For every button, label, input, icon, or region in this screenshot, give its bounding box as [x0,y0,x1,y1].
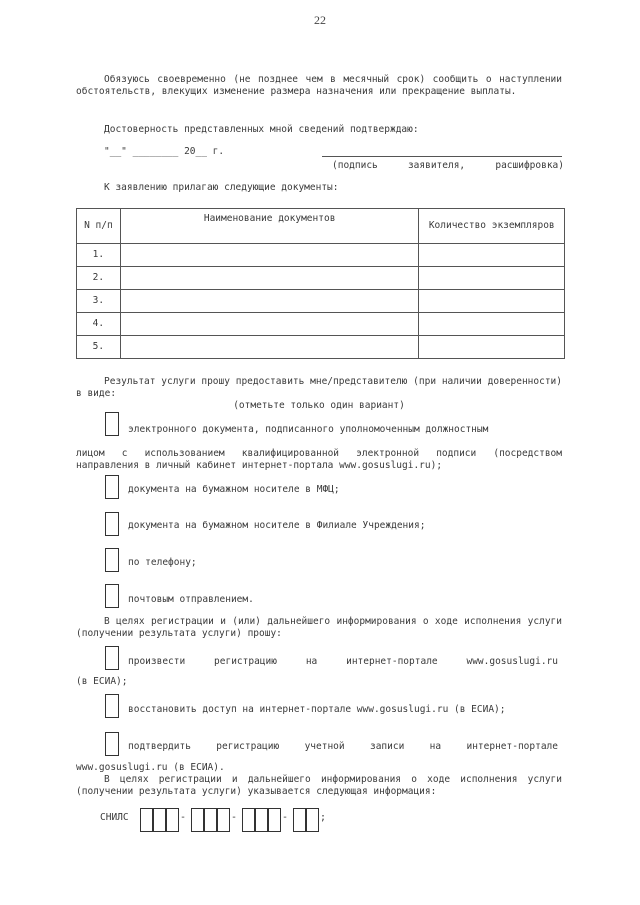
option-register-label-continued: (в ЕСИА); [76,676,128,687]
snils-label: СНИЛС [100,812,129,823]
row-number: 5. [77,336,121,359]
table-row [77,313,565,336]
documents-table [76,208,565,359]
snils-separator: - [180,812,187,823]
option-mail-checkbox[interactable] [105,584,119,608]
notice-paragraph: Обязуюсь своевременно (не позднее чем в месячный срок) сообщить о наступлении обстоятельств, влекущих изменение размера назначения или прекращение выплаты. [76,74,562,97]
row-quantity-cell[interactable] [419,313,565,336]
certify-text: Достоверность представленных мной сведений подтверждаю: [104,124,419,135]
option-electronic-checkbox[interactable] [105,412,119,436]
table-header-row [77,209,565,244]
option-register-label: произвести регистрацию на интернет-портале www.gosuslugi.ru [128,656,558,667]
signature-line[interactable] [322,156,562,157]
row-quantity-cell[interactable] [419,244,565,267]
result-intro: Результат услуги прошу предоставить мне/представителю (при наличии доверенности) в виде: [76,376,562,399]
table-row [77,336,565,359]
row-document-name-cell[interactable] [120,336,419,359]
option-mfc-checkbox[interactable] [105,475,119,499]
snils-digit-box[interactable] [217,808,230,832]
header-quantity: Количество экземпляров [419,209,565,244]
snils-separator: - [231,812,238,823]
page-number: 22 [314,13,326,27]
row-document-name-cell[interactable] [120,290,419,313]
header-number: N п/п [77,209,121,244]
row-document-name-cell[interactable] [120,244,419,267]
option-confirm-label: подтвердить регистрацию учетной записи на интернет-портале [128,741,558,752]
attachments-intro: К заявлению прилагаю следующие документы: [104,182,339,193]
row-number: 1. [77,244,121,267]
snils-digit-box[interactable] [268,808,281,832]
option-electronic-label: электронного документа, подписанного уполномоченным должностным [128,424,489,435]
snils-digit-box[interactable] [306,808,319,832]
option-restore-checkbox[interactable] [105,694,119,718]
option-confirm-label-continued: www.gosuslugi.ru (в ЕСИА). [76,762,225,773]
option-mail-label: почтовым отправлением. [128,594,254,605]
row-document-name-cell[interactable] [120,313,419,336]
option-phone-label: по телефону; [128,557,197,568]
snils-digit-box[interactable] [153,808,166,832]
option-register-checkbox[interactable] [105,646,119,670]
option-branch-label: документа на бумажном носителе в Филиале Учреждения; [128,520,426,531]
table-row [77,244,565,267]
row-number: 2. [77,267,121,290]
table-row [77,290,565,313]
row-document-name-cell[interactable] [120,267,419,290]
registration-intro: В целях регистрации и (или) дальнейшего информирования о ходе исполнения услуги (получении результата услуги) прошу: [76,616,562,639]
snils-digit-box[interactable] [293,808,306,832]
signature-caption: (подпись заявителя, расшифровка) [332,160,564,171]
result-hint: (отметьте только один вариант) [233,400,405,411]
option-confirm-checkbox[interactable] [105,732,119,756]
snils-digit-box[interactable] [204,808,217,832]
snils-digit-box[interactable] [242,808,255,832]
snils-digit-box[interactable] [140,808,153,832]
option-branch-checkbox[interactable] [105,512,119,536]
snils-digit-box[interactable] [166,808,179,832]
date-line[interactable]: "__" ________ 20__ г. [104,146,225,157]
snils-digit-box[interactable] [191,808,204,832]
header-document-name: Наименование документов [120,209,419,244]
row-quantity-cell[interactable] [419,290,565,313]
row-quantity-cell[interactable] [419,336,565,359]
option-phone-checkbox[interactable] [105,548,119,572]
option-mfc-label: документа на бумажном носителе в МФЦ; [128,484,340,495]
row-number: 3. [77,290,121,313]
option-restore-label: восстановить доступ на интернет-портале www.gosuslugi.ru (в ЕСИА); [128,704,506,715]
row-number: 4. [77,313,121,336]
snils-terminator: ; [320,812,327,823]
snils-separator: - [282,812,289,823]
row-quantity-cell[interactable] [419,267,565,290]
snils-digit-box[interactable] [255,808,268,832]
info-intro: В целях регистрации и дальнейшего информирования о ходе исполнения услуги (получении результата услуги) указывается следующая информация: [76,774,562,797]
option-electronic-label-continued: лицом с использованием квалифицированной электронной подписи (посредством направления в личный кабинет интернет-портала www.gosuslugi.ru); [76,448,562,471]
table-row [77,267,565,290]
